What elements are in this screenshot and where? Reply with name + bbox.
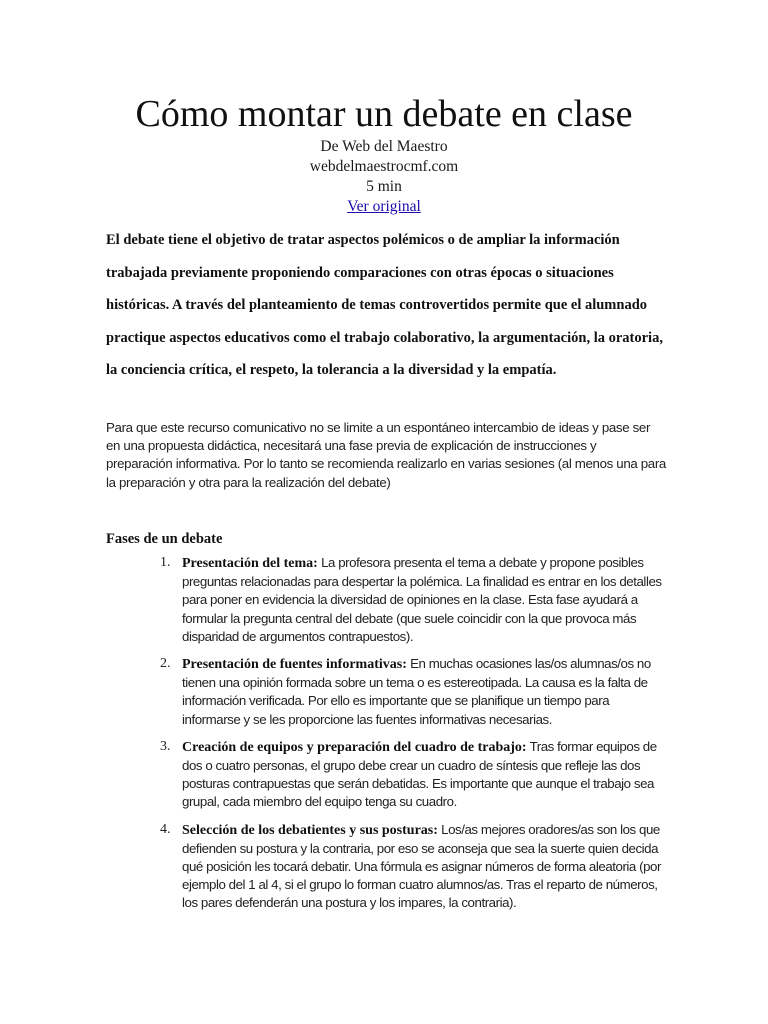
phase-number: 4. bbox=[160, 821, 171, 837]
phase-item-1 bbox=[150, 554, 668, 646]
article-title: Cómo montar un debate en clase bbox=[135, 93, 633, 135]
phase-title: Selección de los debatientes y sus posturas: bbox=[182, 822, 438, 838]
phase-title: Presentación de fuentes informativas: bbox=[182, 657, 407, 673]
intro-paragraph: Para que este recurso comunicativo no se limite a un espontáneo intercambio de ideas y pase ser en una propuesta didáctica, necesitará una fase previa de explicación de instrucciones y preparación informativa. Por lo tanto se recomienda realizarlo en varias sesiones (al menos una para la preparación y otra para la realización del debate) bbox=[106, 420, 666, 490]
phase-number: 3. bbox=[160, 738, 171, 754]
phase-item-2 bbox=[150, 655, 668, 729]
phase-text: La profesora presenta el tema a debate y propone posibles preguntas relacionadas para despertar la polémica. La finalidad es entrar en los detalles para poner en evidencia la diversidad de opiniones en la clase. Esta fase ayudará a formular la pregunta central del debate (que suele coincidir con la que provoca más disparidad de argumentos contrapuestos). bbox=[182, 555, 662, 644]
phase-number: 2. bbox=[160, 656, 171, 672]
article-read-time: 5 min bbox=[366, 178, 402, 195]
phases-list bbox=[150, 554, 668, 922]
phase-text: Tras formar equipos de dos o cuatro personas, el grupo debe crear un cuadro de síntesis que refleje las dos posturas contrapuestas que serán debatidas. Es importante que aunque el trabajo sea grupal, cada miembro del equipo tenga su cuadro. bbox=[182, 738, 657, 810]
lead-paragraph: El debate tiene el objetivo de tratar aspectos polémicos o de ampliar la información trabajada previamente proponiendo comparaciones con otras épocas o situaciones históricas. A través del planteamiento de temas controvertidos permite que el alumnado practique aspectos educativos como el trabajo colaborativo, la argumentación, la oratoria, la conciencia crítica, el respeto, la tolerancia a la diversidad y la empatía. bbox=[106, 232, 663, 379]
phase-number: 1. bbox=[160, 555, 171, 570]
phase-title: Creación de equipos y preparación del cuadro de trabajo: bbox=[182, 739, 527, 755]
view-original-link[interactable]: Ver original bbox=[347, 198, 421, 215]
phase-item-4 bbox=[150, 821, 668, 913]
phase-text: Los/as mejores oradores/as son los que defienden su postura y la contraria, por eso se aconseja que sea la suerte quien decida qué posición les tocará debatir. Una fórmula es asignar números de forma aleatoria (por ejemplo del 1 al 4, si el grupo lo forman cuatro alumnos/as. Tras el reparto de números, los pares defenderán una postura y los impares, la contraria). bbox=[182, 821, 661, 911]
phase-title: Presentación del tema: bbox=[182, 556, 318, 571]
phase-text: En muchas ocasiones las/os alumnas/os no tienen una opinión formada sobre un tema o es estereotipada. La causa es la falta de información verificada. Por ello es importante que se planifique un tiempo para informarse y se les proporcione las fuentes informativas necesarias. bbox=[182, 656, 651, 727]
phases-heading: Fases de un debate bbox=[106, 531, 223, 547]
article-source-site: webdelmaestrocmf.com bbox=[309, 158, 459, 175]
article-author: De Web del Maestro bbox=[320, 138, 448, 155]
phase-item-3 bbox=[150, 738, 668, 812]
